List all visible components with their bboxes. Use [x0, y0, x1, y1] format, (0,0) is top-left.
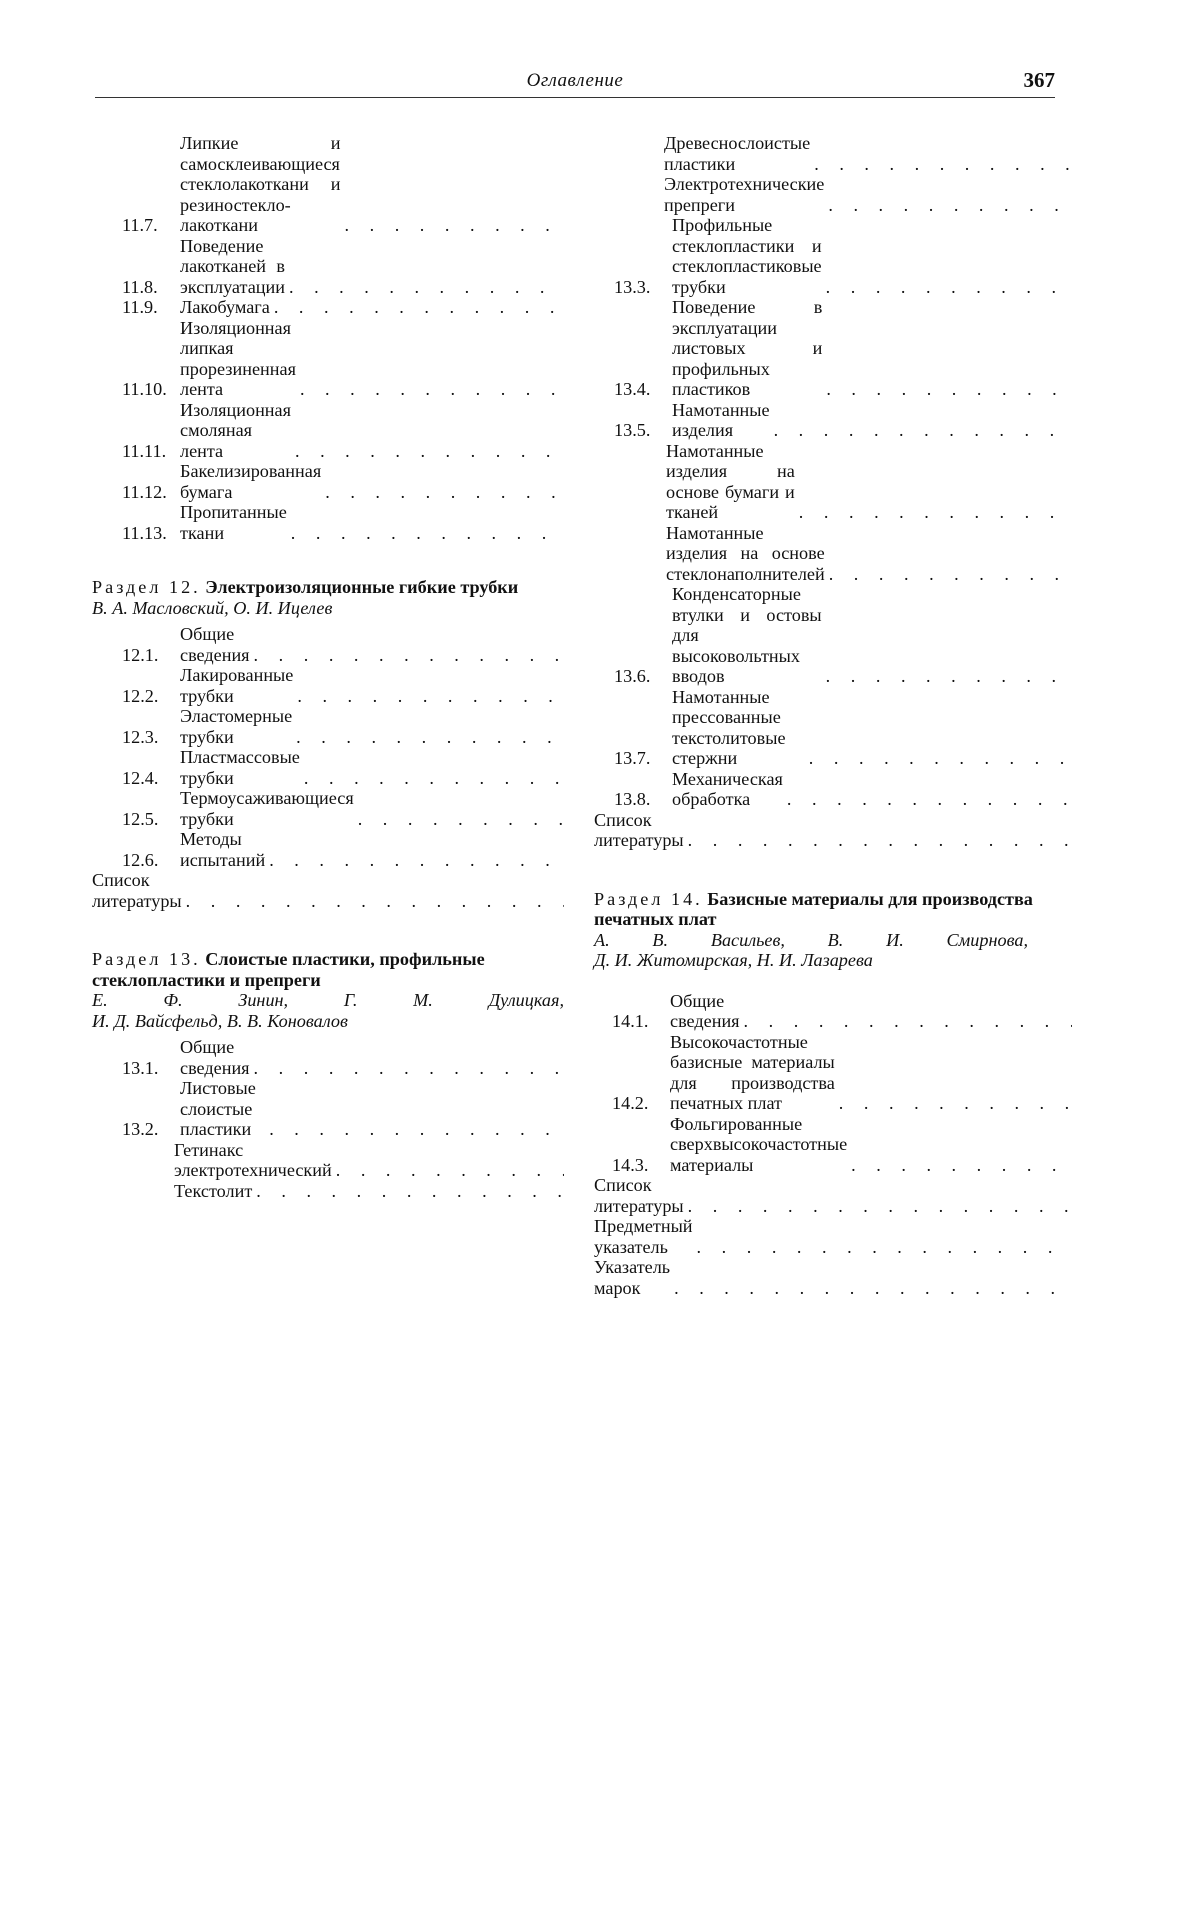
entry-number: 11.12. [122, 481, 167, 502]
toc-right-column [594, 133, 1072, 1298]
entry-title: Бакелизированная бумага [180, 461, 322, 502]
entry-number: 11.13. [122, 522, 167, 543]
entry-number: 13.1. [122, 1057, 159, 1078]
entry-number: 11.10. [122, 379, 167, 399]
entry-number: 12.1. [122, 644, 159, 665]
entry-title: Поведение лакотканей в эксплуатации [180, 235, 285, 297]
entry-number: 11.11. [122, 440, 167, 461]
entry-title: Гетинакс электротехнический [174, 1139, 332, 1180]
section-authors: Е. Ф. Зинин, Г. М. Дулицкая, [92, 990, 564, 1010]
entry-number: 12.5. [122, 808, 159, 829]
running-header [95, 70, 1055, 100]
entry-title: Намотанные изделия на основе стеклонаполнителей [666, 522, 825, 584]
entry-number: 13.4. [614, 379, 651, 399]
section-title: Слоистые пластики, профильные стеклопластики и препреги [92, 949, 485, 990]
entry-title: Термоусаживающиеся трубки [180, 788, 354, 829]
entry-title: Предметный указатель [594, 1216, 693, 1257]
entry-title: Намотанные прессованные текстолитовые стержни [672, 686, 786, 768]
entry-title: Текстолит [174, 1180, 253, 1201]
entry-title: Фольгированные сверхвысокочастотные материалы [670, 1113, 848, 1175]
entry-number: 13.7. [614, 748, 651, 768]
section-authors: А. В. Васильев, В. И. Смирнова, [594, 929, 1028, 950]
entry-number: 13.2. [122, 1119, 159, 1139]
entry-title: Липкие и самосклеивающиеся стеклолакоткани и резиностекло-лакоткани [180, 133, 341, 235]
entry-number: 13.6. [614, 666, 651, 686]
entry-number: 14.2. [612, 1093, 649, 1113]
entry-number: 12.2. [122, 685, 159, 706]
page-number: 367 [1023, 68, 1055, 92]
entry-number: 12.4. [122, 767, 159, 788]
entry-number: 13.5. [614, 420, 651, 440]
entry-title: Список литературы [594, 809, 684, 850]
entry-title: Намотанные изделия на основе бумаги и тканей [666, 440, 795, 522]
section-prefix: Раздел 12. [92, 577, 201, 597]
entry-number: 14.3. [612, 1154, 649, 1175]
section-title: Базисные материалы для производства печатных плат [594, 888, 1033, 929]
entry-page [594, 133, 1200, 1906]
entry-title: Указатель марок [594, 1257, 671, 1298]
entry-title: Список литературы [594, 1175, 684, 1216]
entry-title: Общие сведения [180, 624, 250, 665]
entry-title: Методы испытаний [180, 829, 266, 870]
header-rule [95, 97, 1055, 98]
entry-title: Общие сведения [670, 990, 740, 1031]
entry-title: Профильные стеклопластики и стеклопластиковые трубки [672, 215, 822, 297]
section-authors: И. Д. Вайсфельд, В. В. Коновалов [92, 1010, 348, 1031]
entry-title: Конденсаторные втулки и остовы для высоковольтных вводов [672, 584, 822, 686]
toc-entry-grade-index [594, 1257, 1072, 1298]
entry-number: 13.3. [614, 276, 651, 297]
entry-title: Древеснослоистые пластики [664, 133, 811, 174]
section-authors: В. А. Масловский, О. И. Ицелев [92, 597, 333, 618]
entry-title: Список литературы [92, 870, 182, 911]
toc-subentry [92, 1181, 564, 1202]
entry-number: 12.6. [122, 849, 159, 870]
entry-title: Общие сведения [180, 1037, 250, 1078]
entry-number: 11.7. [122, 215, 158, 235]
entry-number: 14.1. [612, 1011, 649, 1031]
entry-title: Поведение в эксплуатации листовых и профильных пластиков [672, 297, 823, 399]
entry-title: Лакированные трубки [180, 665, 294, 706]
entry-title: Высокочастотные базисные материалы для производства печатных плат [670, 1031, 835, 1113]
entry-title: Листовые слоистые пластики [180, 1078, 256, 1139]
section-title: Электроизоляционные гибкие трубки [205, 577, 519, 597]
toc-left-column [92, 133, 564, 1201]
section-authors: Д. И. Житомирская, Н. И. Лазарева [594, 950, 873, 970]
entry-number: 13.8. [614, 789, 651, 809]
section-prefix: Раздел 13. [92, 949, 201, 969]
entry-title: Изоляционная липкая прорезиненная лента [180, 317, 296, 399]
entry-title: Изоляционная смоляная лента [180, 399, 291, 461]
entry-title: Механическая обработка [672, 768, 783, 809]
entry-title: Пластмассовые трубки [180, 747, 300, 788]
entry-title: Электротехнические препреги [664, 174, 825, 215]
entry-title: Пропитанные ткани [180, 502, 287, 543]
entry-number: 11.9. [122, 297, 158, 317]
entry-number: 11.8. [122, 276, 158, 297]
entry-number: 12.3. [122, 726, 159, 747]
entry-title: Эластомерные трубки [180, 706, 293, 747]
section-prefix: Раздел 14. [594, 888, 703, 909]
entry-title: Лакобумага [180, 297, 270, 317]
running-title: Оглавление [526, 70, 624, 91]
entry-title: Намотанные изделия [672, 399, 770, 440]
